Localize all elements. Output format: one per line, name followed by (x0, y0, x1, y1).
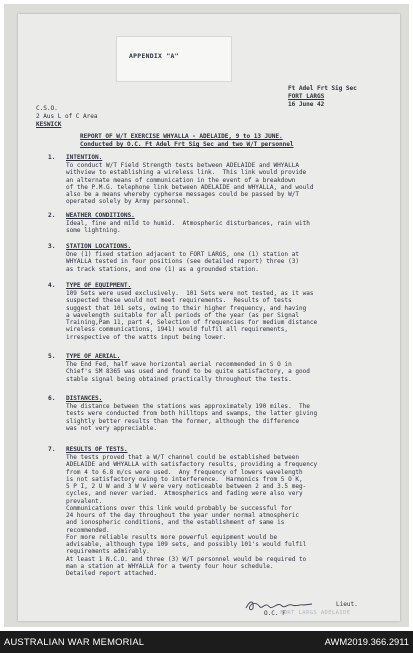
section-heading: RESULTS OF TESTS. (66, 446, 128, 453)
section-number: 7. (48, 446, 56, 453)
section-body: The tests proved that a W/T channel could be established between ADELAIDE and WHYALLA with satisfactory results, providing a frequency from 4 to 6.8 m/cs were used. Any frequency of lowers wavelength is not satisfactory owing to interference. Harmonics from 5 O K, 5 P I, 2 U W and 3 W V were very noticeable between 2 and 3.5 meg- cycles, and never varied. Atmospherics and fading were also very prevalent. Communications over this link would probably be successful for 24 hours of the day throughout the year under normal atmospheric and ionospheric conditions, and the establishment of same is recommended. For more reliable results more powerful equipment would be advisable, although type 109 sets, and possibly 101's would fulfil requirements admirably. At least 1 N.C.O. and three (3) W/T personnel would be required to man a station at WHYALLA for a twenty four hour schedule. Detailed report attached. (66, 454, 318, 577)
section-body: To conduct W/T Field Strength tests between ADELAIDE and WHYALLA withview to establishing a wireless link. This link would provide an alternate means of communication in the event of a breakdown of the P.M.G. telephone link between ADELAIDE and WHYALLA, and would also be a means whereby cypherse messages could be passed by W/T operated solely by Army personnel. (66, 162, 314, 206)
faint-stamp: FORT LARGS ADELAIDE (280, 610, 351, 616)
section-body: 109 Sets were used exclusively. 101 Sets were not tested, as it was suspected these would not meet requirements. Results of tests suggest that 101 sets, owing to their higher frequency, and having a wavelength suitable for all periods of the year (as per Signal Training,Pam 11, part 4, Selection of frequencies for medium distance wireless communications, 1941) would fulfil all requirements, irrespective of the watts input being lower. (66, 290, 318, 341)
scan-background (4, 4, 409, 627)
section-body: The End Fed, half wave horizontal aerial recommended in S O in Chief's SM 8365 was used and found to be quite satisfactory, a good stable signal being obtained practically throughout the tests. (66, 361, 310, 383)
section-number: 3. (48, 243, 56, 250)
signature-rank: Lieut. (336, 601, 358, 608)
addressee-line-2: 2 Aus L of C Area (36, 113, 98, 120)
section-body: Ideal, fine and mild to humid. Atmospheric disturbances, rain with some lightning. (66, 220, 310, 235)
section-body: One (1) fixed station adjacent to FORT LARGS, one (1) station at WHYALLA tested in four positions (see detailed report) three (3) as track stations, and one (1) as a grounded station. (66, 251, 299, 273)
section-number: 5. (48, 353, 56, 360)
section-body: The distance between the stations was approximately 190 miles. The tests were conducted from both hilltops and swamps, the latter giving slightly better results than the former, although the difference was not very appreciable. (66, 403, 318, 432)
report-subtitle: Conducted by O.C. Ft Adel Frt Sig Sec and two W/T personnel (80, 141, 294, 148)
sender-location: FORT LARGS (288, 93, 325, 100)
addressee-line-3: KESWICK (36, 121, 62, 128)
section-heading: TYPE OF AERIAL. (66, 353, 121, 360)
appendix-label: APPENDIX "A" (129, 52, 179, 60)
signature-title: O.C. F (264, 610, 286, 617)
appendix-label-slip (116, 36, 232, 82)
footer-institution: AUSTRALIAN WAR MEMORIAL (4, 636, 145, 647)
section-number: 4. (48, 282, 56, 289)
document-page (18, 14, 400, 621)
section-number: 6. (48, 395, 56, 402)
section-heading: INTENTION. (66, 154, 103, 161)
section-heading: TYPE OF EQUIPMENT. (66, 282, 132, 289)
section-heading: DISTANCES. (66, 395, 103, 402)
report-title: REPORT OF W/T EXERCISE WHYALLA - ADELAIDE, 9 to 13 JUNE. (80, 133, 283, 140)
section-heading: WEATHER CONDITIONS. (66, 212, 135, 219)
addressee-line-1: C.S.O. (36, 105, 58, 112)
footer-accession-number: AWM2019.366.2911 (324, 636, 409, 647)
section-number: 2. (48, 212, 56, 219)
section-number: 1. (48, 154, 56, 161)
section-heading: STATION LOCATIONS. (66, 243, 132, 250)
sender-unit: Ft Adel Frt Sig Sec (288, 85, 357, 92)
archive-footer (0, 631, 413, 653)
report-date: 16 June 42 (288, 101, 325, 108)
